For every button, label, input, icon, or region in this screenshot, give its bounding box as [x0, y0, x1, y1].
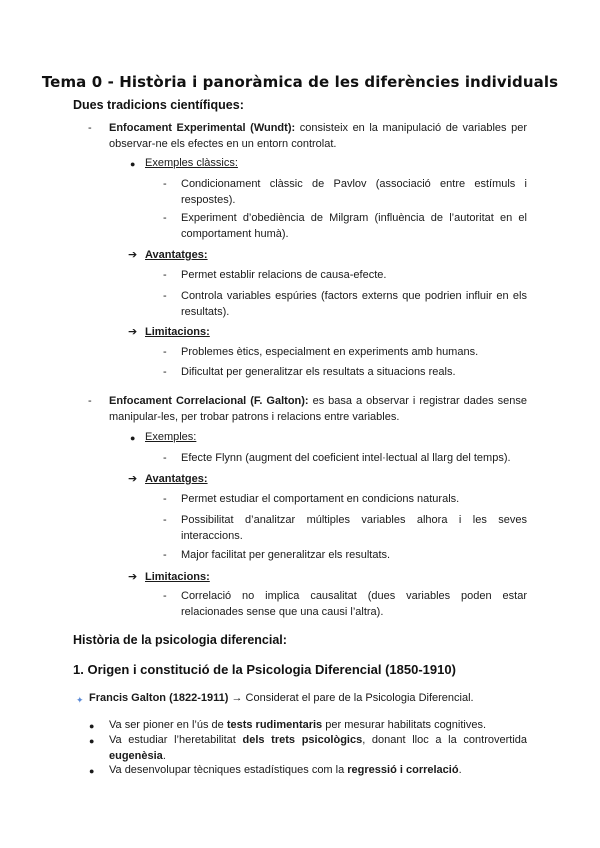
point-bold: regressió i correlació — [347, 764, 459, 776]
point-bold: dels trets psicològics — [242, 734, 363, 746]
list-item: Controla variables espúries (factors externs que podrien influir en els resultats). — [181, 290, 527, 318]
list-item: Permet establir relacions de causa-efecte. — [181, 269, 387, 281]
list-dash: - — [163, 366, 167, 378]
correlational-label: Enfocament Correlacional (F. Galton): — [109, 395, 309, 407]
list-dash: - — [163, 346, 167, 358]
point-text: Va estudiar l’heretabilitat — [109, 734, 243, 746]
point-text: , donant lloc a la controvertida — [362, 734, 527, 746]
galton-point — [109, 718, 527, 734]
arrow-icon: ➔ — [128, 571, 138, 583]
list-dash: - — [163, 452, 167, 464]
section-heading-history: Història de la psicologia diferencial: — [73, 633, 287, 647]
list-dash: - — [163, 549, 167, 561]
list-dot: ● — [130, 159, 136, 169]
list-item: Efecte Flynn (augment del coeficient intel·lectual al llarg del temps). — [181, 452, 511, 464]
point-text: per mesurar habilitats cognitives. — [322, 719, 487, 731]
experimental-advantages-label: Avantatges: — [145, 249, 208, 261]
page-title: Tema 0 - Història i panoràmica de les diferències individuals — [41, 73, 559, 91]
correlational-examples-label: Exemples: — [145, 431, 197, 443]
galton-line — [89, 691, 529, 707]
list-dash: - — [88, 122, 92, 134]
list-item: Dificultat per generalitzar els resultats a situacions reals. — [181, 366, 456, 378]
experimental-limitations-label: Limitacions: — [145, 326, 210, 338]
point-text: Va desenvolupar tècniques estadístiques com la — [109, 764, 348, 776]
arrow-icon: ➔ — [128, 326, 138, 338]
point-text: . — [162, 749, 166, 762]
correlational-advantages-label: Avantatges: — [145, 473, 208, 485]
list-dash: - — [163, 514, 167, 526]
list-dot: ● — [89, 721, 95, 731]
experimental-label: Enfocament Experimental (Wundt): — [109, 122, 296, 134]
galton-point — [109, 763, 527, 779]
list-item: Possibilitat d’analitzar múltiples variables alhora i les seves interaccions. — [181, 514, 527, 542]
list-item: Correlació no implica causalitat (dues variables poden estar relacionades sense que una causi l’altra). — [181, 590, 527, 618]
list-dot: ● — [89, 736, 95, 746]
correlational-paragraph — [109, 394, 527, 425]
list-dash: - — [163, 178, 167, 190]
list-dash: - — [163, 212, 167, 224]
point-text: . — [458, 764, 462, 776]
point-text: Va ser pioner en l’ús de — [109, 719, 227, 731]
list-dash: - — [163, 269, 167, 281]
correlational-limitations-label: Limitacions: — [145, 571, 210, 583]
correlational-text: es basa a observar i registrar dades sense manipular-les, per trobar patrons i relacions entre variables. — [109, 395, 527, 423]
experimental-text: consisteix en la manipulació de variables per observar-ne els efectes en un entorn controlat. — [109, 122, 527, 150]
list-item: Experiment d’obediència de Milgram (influència de l’autoritat en el comportament humà). — [181, 212, 527, 240]
list-dash: - — [163, 290, 167, 302]
galton-point — [109, 733, 527, 764]
arrow-icon: ➔ — [128, 249, 138, 261]
point-bold: tests rudimentaris — [226, 719, 323, 731]
star-bullet-icon: ✦ — [76, 695, 84, 705]
section-heading-traditions: Dues tradicions científiques: — [73, 98, 244, 112]
list-item: Problemes ètics, especialment en experiments amb humans. — [181, 346, 479, 358]
experimental-examples-label: Exemples clàssics: — [145, 157, 238, 169]
list-dash: - — [163, 590, 167, 602]
galton-description: → Considerat el pare de la Psicologia Diferencial. — [228, 692, 474, 704]
list-item: Condicionament clàssic de Pavlov (associació entre estímuls i respostes). — [181, 178, 527, 206]
galton-name: Francis Galton (1822-1911) — [89, 692, 229, 704]
point-bold: eugenèsia — [109, 749, 163, 762]
list-item: Permet estudiar el comportament en condicions naturals. — [181, 493, 460, 505]
experimental-paragraph — [109, 121, 527, 152]
list-dash: - — [88, 395, 92, 407]
list-dot: ● — [130, 433, 136, 443]
list-item: Major facilitat per generalitzar els resultats. — [181, 549, 391, 561]
arrow-icon: ➔ — [128, 473, 138, 485]
list-dash: - — [163, 493, 167, 505]
list-dot: ● — [89, 766, 95, 776]
subsection-heading-origin: 1. Origen i constitució de la Psicologia Diferencial (1850-1910) — [73, 662, 456, 677]
